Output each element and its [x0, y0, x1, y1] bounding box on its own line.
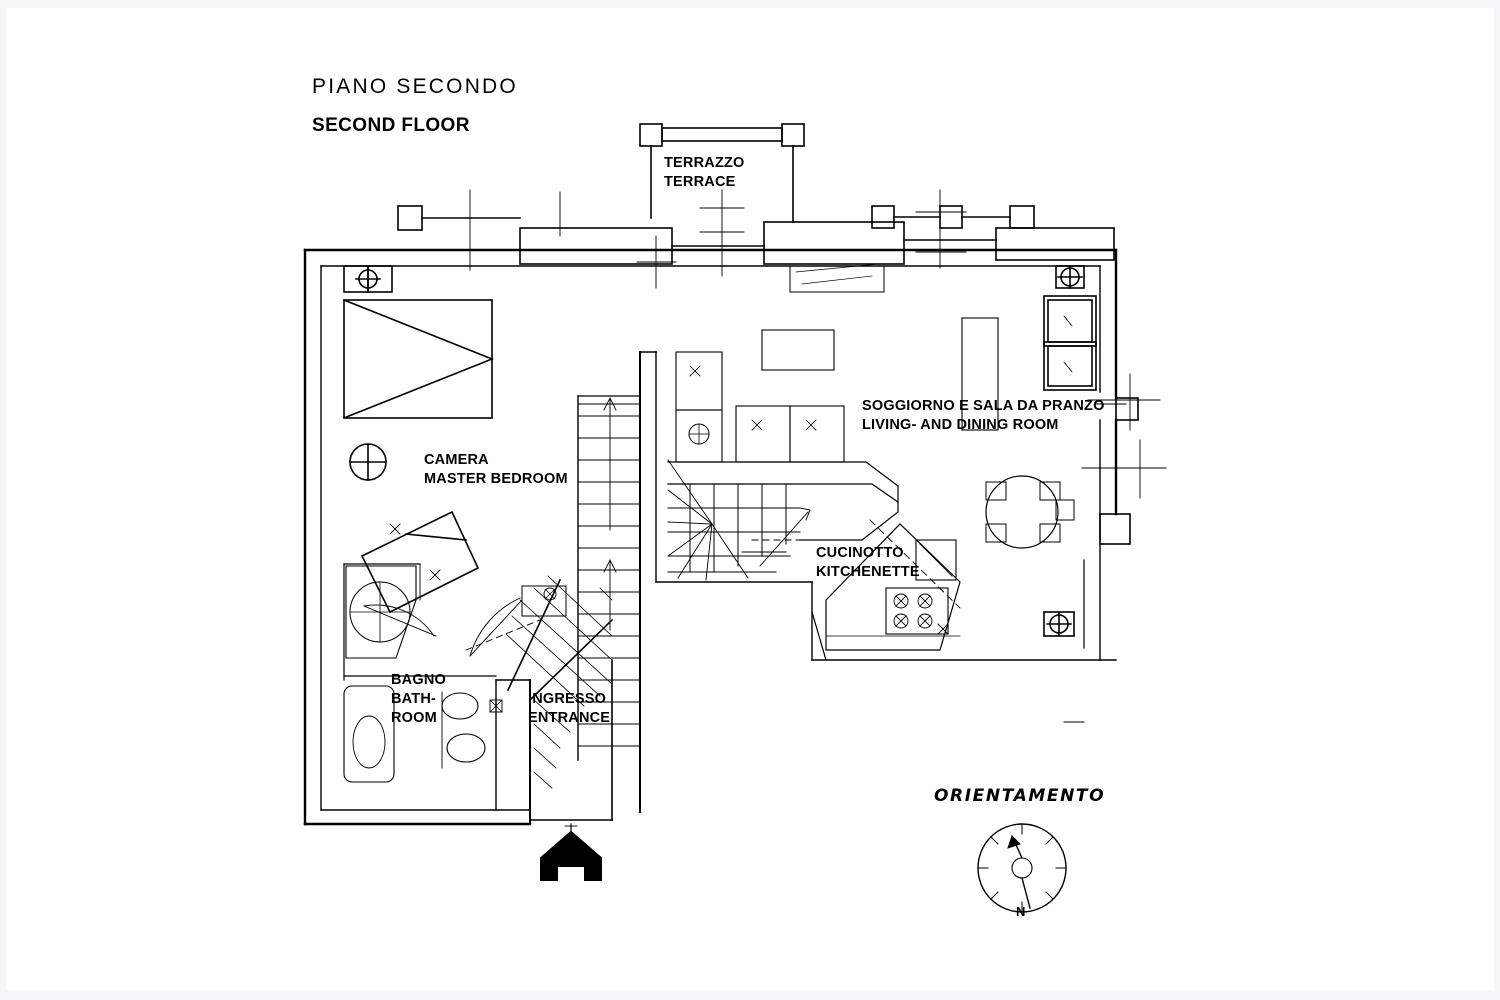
page-title-italian: PIANO SECONDO [312, 75, 518, 98]
room-label-bathroom-it: BAGNO [391, 672, 446, 688]
page-title-english: SECOND FLOOR [312, 115, 470, 136]
room-label-entrance-en: ENTRANCE [528, 710, 611, 726]
room-label-bathroom-en-2: ROOM [391, 710, 437, 726]
room-label-bedroom-it: CAMERA [424, 452, 489, 468]
compass-title: ORIENTAMENTO [934, 786, 1106, 806]
room-label-kitchen-it: CUCINOTTO [816, 545, 904, 561]
room-label-entrance-it: INGRESSO [528, 691, 607, 707]
room-label-bedroom-en: MASTER BEDROOM [424, 471, 568, 487]
room-label-terrace-en: TERRACE [664, 174, 736, 190]
room-label-living-en: LIVING- AND DINING ROOM [862, 417, 1059, 433]
compass-north-label: N [1016, 904, 1026, 919]
room-label-living-it: SOGGIORNO E SALA DA PRANZO [862, 398, 1105, 414]
room-label-terrace-it: TERRAZZO [664, 155, 745, 171]
room-label-bathroom-en-1: BATH- [391, 691, 437, 707]
room-label-kitchen-en: KITCHENETTE [816, 564, 920, 580]
